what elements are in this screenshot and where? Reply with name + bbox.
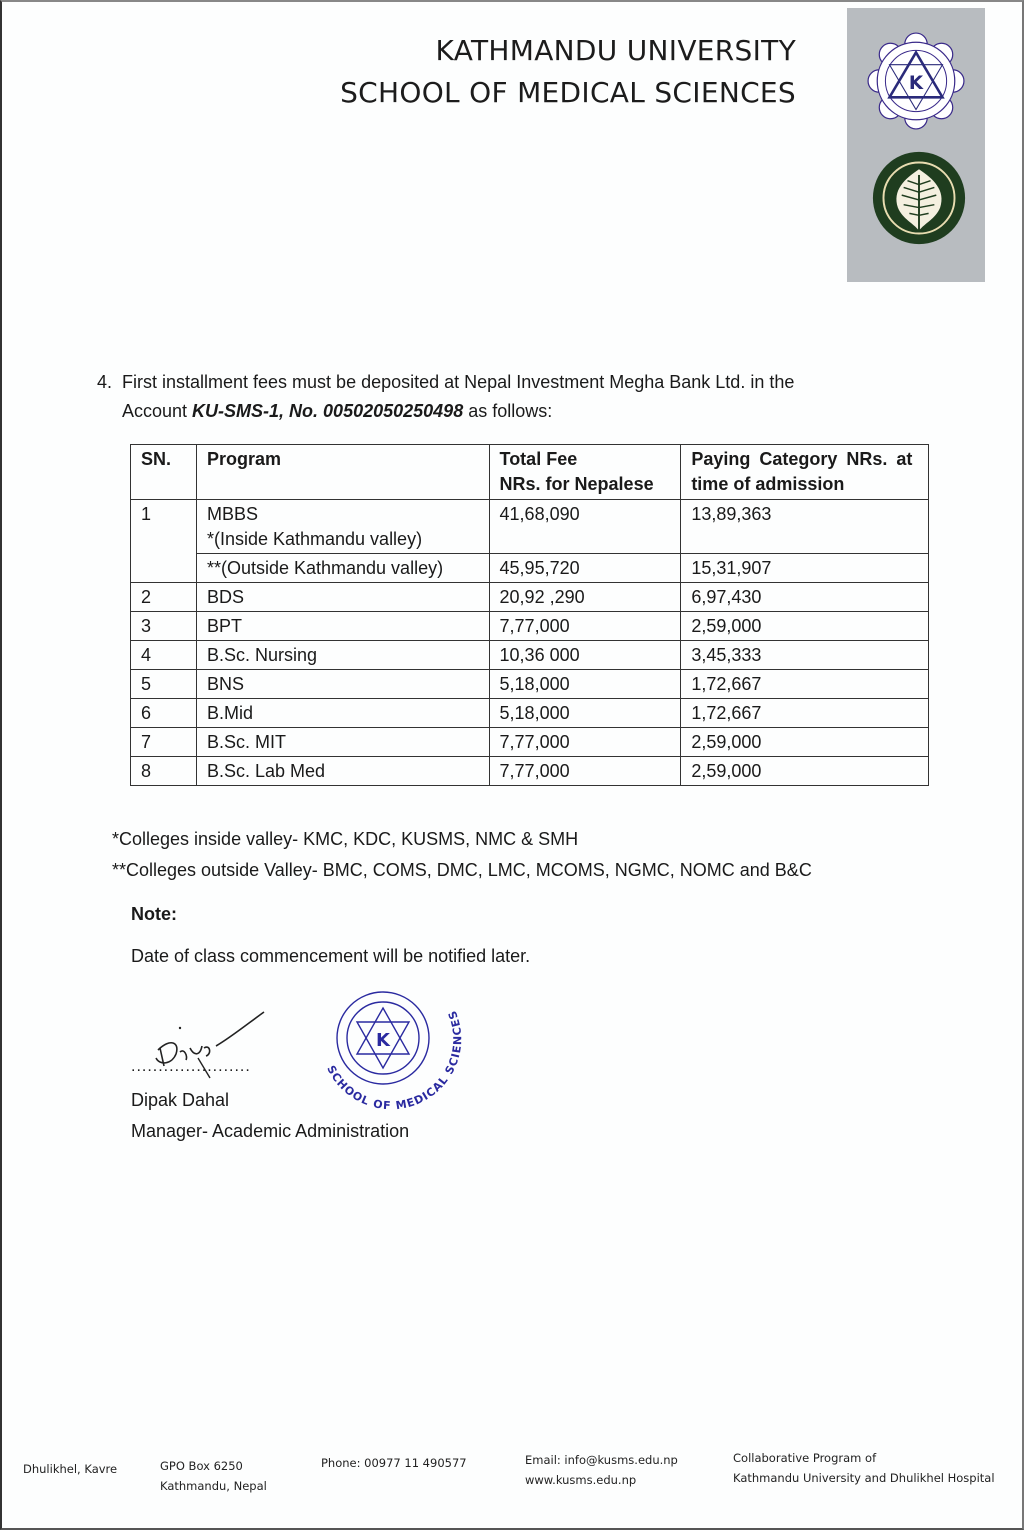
cell-sn: 1 [131,500,197,583]
bank-account: KU-SMS-1, No. 00502050250498 [192,401,464,421]
cell-program: **(Outside Kathmandu valley) [196,554,489,583]
official-stamp-icon [305,990,475,1120]
cell-program: B.Sc. Nursing [196,641,489,670]
table-row [131,728,929,757]
cell-total-fee: 10,36 000 [489,641,681,670]
instruction-paragraph [97,368,897,426]
footer-contact [525,1450,678,1490]
cell-total-fee: 45,95,720 [489,554,681,583]
header-program: Program [196,445,489,500]
university-name: KATHMANDU UNIVERSITY [435,34,796,67]
cell-total-fee: 20,92 ,290 [489,583,681,612]
svg-text:SCHOOL OF MEDICAL SCIENCES: SCHOOL OF MEDICAL SCIENCES [324,1008,465,1113]
signer-name: Dipak Dahal [131,1090,230,1110]
header-total-fee: Total Fee NRs. for Nepalese [489,445,681,500]
table-header-row [131,445,929,500]
footer-location: Dhulikhel, Kavre [23,1462,118,1476]
cell-paying: 2,59,000 [681,728,929,757]
cell-sn: 4 [131,641,197,670]
leaf-logo-icon [871,150,967,246]
footnotes [112,824,812,886]
instruction-line1: First installment fees must be deposited at Nepal Investment Megha Bank Ltd. in the [122,372,795,392]
footer-website[interactable]: www.kusms.edu.np [525,1473,637,1487]
ku-seal-icon [865,30,967,132]
footer-phone: Phone: 00977 11 490577 [321,1456,467,1470]
item-number: 4. [97,372,113,392]
school-name: SCHOOL OF MEDICAL SCIENCES [340,76,796,109]
cell-paying: 1,72,667 [681,670,929,699]
cell-paying: 15,31,907 [681,554,929,583]
cell-program: BPT [196,612,489,641]
logo-panel [847,8,985,282]
cell-total-fee: 7,77,000 [489,612,681,641]
cell-paying: 2,59,000 [681,757,929,786]
table-row [131,583,929,612]
cell-paying: 13,89,363 [681,500,929,554]
table-row-mbbs-outside [131,554,929,583]
cell-program: MBBS *(Inside Kathmandu valley) [196,500,489,554]
cell-program: BDS [196,583,489,612]
table-row [131,699,929,728]
footnote-outside: **Colleges outside Valley- BMC, COMS, DMC, LMC, MCOMS, NGMC, NOMC and B&C [112,860,812,880]
institution-title [300,30,796,114]
cell-paying: 1,72,667 [681,699,929,728]
cell-sn: 6 [131,699,197,728]
cell-total-fee: 7,77,000 [489,757,681,786]
cell-sn: 8 [131,757,197,786]
table-row [131,612,929,641]
fee-table [130,444,929,786]
table-row [131,641,929,670]
cell-program: BNS [196,670,489,699]
account-prefix: Account [122,401,193,421]
svg-text:K: K [908,73,924,95]
header-paying-category: Paying Category NRs. at time of admission [681,445,929,500]
footer-address: GPO Box 6250 Kathmandu, Nepal [160,1459,267,1493]
cell-sn: 3 [131,612,197,641]
cell-paying: 3,45,333 [681,641,929,670]
footnote-inside: *Colleges inside valley- KMC, KDC, KUSMS, NMC & SMH [112,829,579,849]
svg-text:K: K [376,1030,390,1051]
note-label: Note: [131,904,177,924]
table-row-mbbs-inside [131,500,929,554]
signer-title: Manager- Academic Administration [131,1121,410,1141]
cell-sn: 5 [131,670,197,699]
signature-line: ...................... [131,1058,251,1075]
note-text: Date of class commencement will be notified later. [131,946,531,966]
footer-email[interactable]: Email: info@kusms.edu.np [525,1453,678,1467]
footer-collaboration: Collaborative Program of Kathmandu University and Dhulikhel Hospital [733,1451,995,1485]
cell-sn: 2 [131,583,197,612]
cell-sn: 7 [131,728,197,757]
header-sn: SN. [131,445,197,500]
cell-program: B.Sc. Lab Med [196,757,489,786]
cell-total-fee: 41,68,090 [489,500,681,554]
cell-total-fee: 5,18,000 [489,699,681,728]
table-row [131,670,929,699]
account-suffix: as follows: [463,401,553,421]
table-row [131,757,929,786]
cell-total-fee: 5,18,000 [489,670,681,699]
cell-total-fee: 7,77,000 [489,728,681,757]
cell-paying: 6,97,430 [681,583,929,612]
cell-paying: 2,59,000 [681,612,929,641]
cell-program: B.Mid [196,699,489,728]
cell-program: B.Sc. MIT [196,728,489,757]
